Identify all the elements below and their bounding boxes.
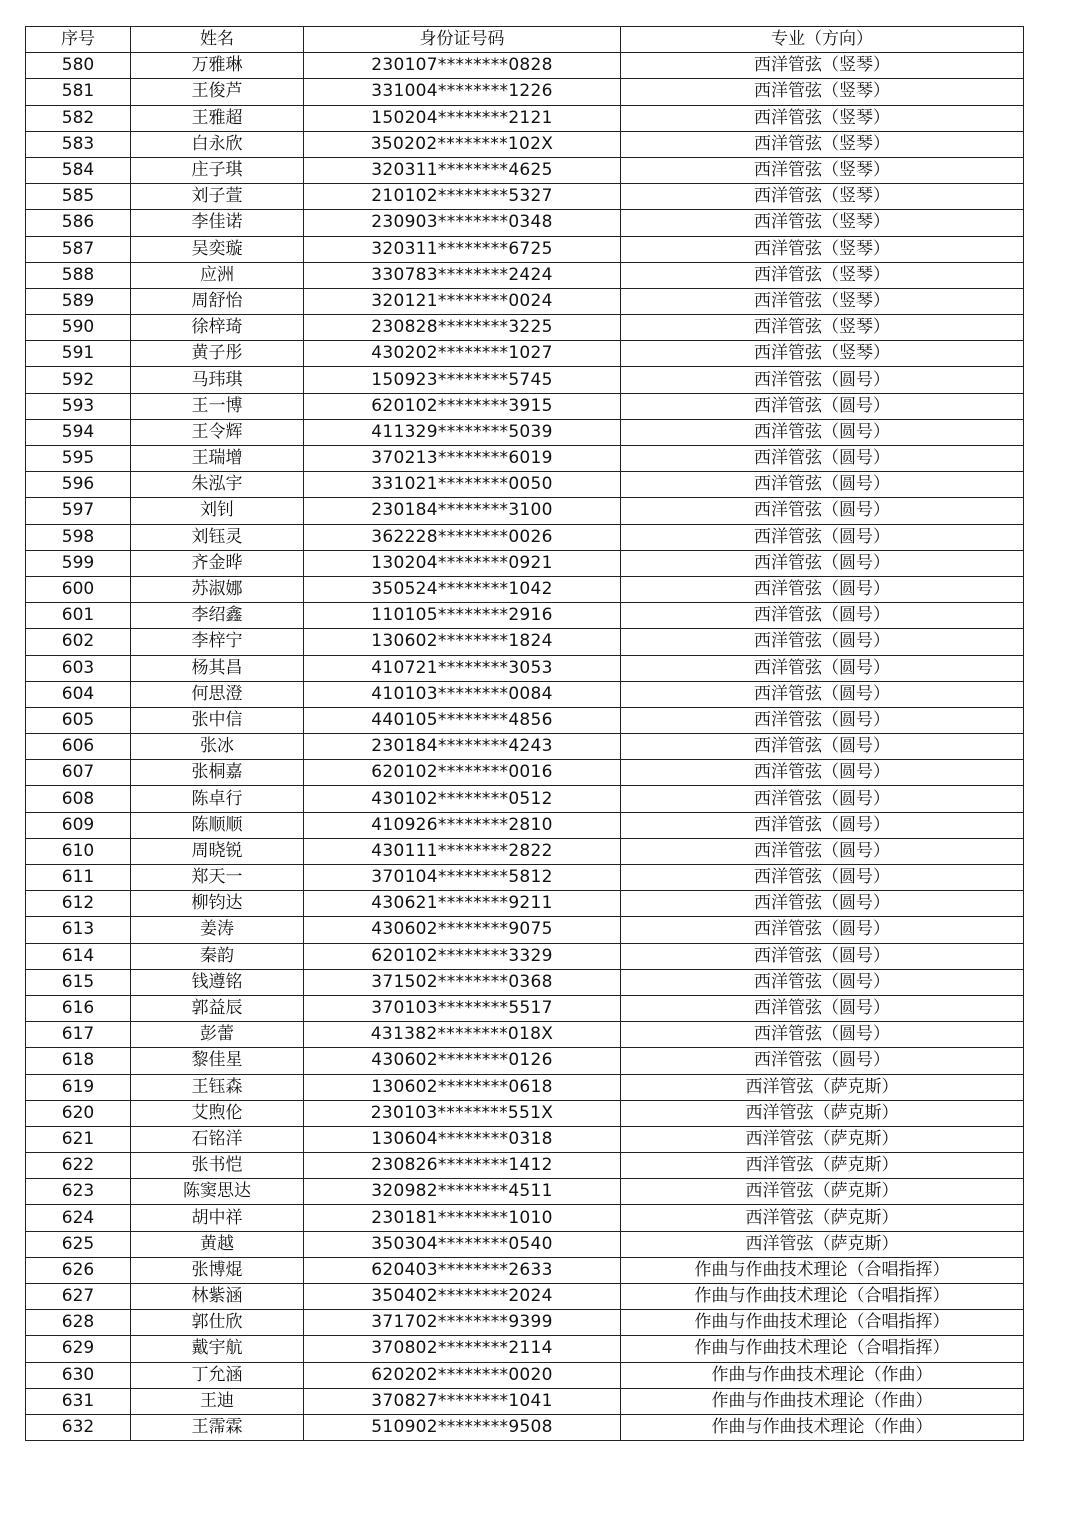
row-name: 张书恺 (131, 1153, 304, 1179)
row-name: 徐梓琦 (131, 315, 304, 341)
row-id-number: 510902********9508 (304, 1414, 621, 1440)
row-name: 庄子琪 (131, 157, 304, 183)
row-id-number: 130204********0921 (304, 550, 621, 576)
row-id-number: 350202********102X (304, 131, 621, 157)
table-row (26, 995, 1024, 1021)
row-no: 590 (26, 315, 131, 341)
row-name: 李佳诺 (131, 210, 304, 236)
row-major: 西洋管弦（圆号） (621, 446, 1024, 472)
row-id-number: 230181********1010 (304, 1205, 621, 1231)
row-no: 621 (26, 1126, 131, 1152)
table-row (26, 838, 1024, 864)
row-id-number: 110105********2916 (304, 603, 621, 629)
row-id-number: 410926********2810 (304, 812, 621, 838)
row-id-number: 620102********0016 (304, 760, 621, 786)
row-major: 西洋管弦（萨克斯） (621, 1126, 1024, 1152)
row-name: 彭蕾 (131, 1022, 304, 1048)
row-no: 618 (26, 1048, 131, 1074)
row-major: 西洋管弦（萨克斯） (621, 1100, 1024, 1126)
row-major: 西洋管弦（圆号） (621, 760, 1024, 786)
row-major: 西洋管弦（圆号） (621, 576, 1024, 602)
row-name: 何思澄 (131, 681, 304, 707)
row-no: 599 (26, 550, 131, 576)
table-row (26, 236, 1024, 262)
row-major: 西洋管弦（圆号） (621, 865, 1024, 891)
row-major: 西洋管弦（圆号） (621, 838, 1024, 864)
row-major: 西洋管弦（圆号） (621, 419, 1024, 445)
row-no: 598 (26, 524, 131, 550)
row-id-number: 362228********0026 (304, 524, 621, 550)
table-row (26, 262, 1024, 288)
admission-list-table (25, 26, 1024, 1441)
row-major: 西洋管弦（圆号） (621, 734, 1024, 760)
row-name: 王令辉 (131, 419, 304, 445)
row-name: 林紫涵 (131, 1284, 304, 1310)
row-name: 刘钊 (131, 498, 304, 524)
row-id-number: 430602********9075 (304, 917, 621, 943)
table-row (26, 341, 1024, 367)
table-row (26, 1153, 1024, 1179)
row-name: 陈卓行 (131, 786, 304, 812)
table-row (26, 1414, 1024, 1440)
table-row (26, 1310, 1024, 1336)
row-name: 王迪 (131, 1388, 304, 1414)
row-no: 594 (26, 419, 131, 445)
row-id-number: 230184********4243 (304, 734, 621, 760)
row-name: 王瑞增 (131, 446, 304, 472)
row-id-number: 210102********5327 (304, 184, 621, 210)
row-major: 西洋管弦（竖琴） (621, 341, 1024, 367)
table-row (26, 367, 1024, 393)
row-no: 584 (26, 157, 131, 183)
row-no: 591 (26, 341, 131, 367)
row-id-number: 331021********0050 (304, 472, 621, 498)
row-major: 西洋管弦（圆号） (621, 1048, 1024, 1074)
row-major: 作曲与作曲技术理论（合唱指挥） (621, 1257, 1024, 1283)
row-major: 西洋管弦（竖琴） (621, 315, 1024, 341)
row-no: 615 (26, 969, 131, 995)
row-major: 作曲与作曲技术理论（作曲） (621, 1388, 1024, 1414)
row-major: 西洋管弦（圆号） (621, 891, 1024, 917)
row-id-number: 430621********9211 (304, 891, 621, 917)
table-row (26, 79, 1024, 105)
table-row (26, 53, 1024, 79)
row-no: 605 (26, 707, 131, 733)
row-no: 582 (26, 105, 131, 131)
row-no: 610 (26, 838, 131, 864)
row-id-number: 430602********0126 (304, 1048, 621, 1074)
row-no: 632 (26, 1414, 131, 1440)
row-name: 李绍鑫 (131, 603, 304, 629)
row-id-number: 331004********1226 (304, 79, 621, 105)
table-row (26, 1100, 1024, 1126)
row-no: 595 (26, 446, 131, 472)
row-id-number: 431382********018X (304, 1022, 621, 1048)
row-no: 624 (26, 1205, 131, 1231)
row-name: 王钰森 (131, 1074, 304, 1100)
table-row (26, 576, 1024, 602)
row-no: 628 (26, 1310, 131, 1336)
table-row (26, 131, 1024, 157)
table-row (26, 1388, 1024, 1414)
row-major: 西洋管弦（竖琴） (621, 288, 1024, 314)
row-name: 王雅超 (131, 105, 304, 131)
row-id-number: 370827********1041 (304, 1388, 621, 1414)
row-major: 西洋管弦（圆号） (621, 655, 1024, 681)
row-id-number: 430102********0512 (304, 786, 621, 812)
table-row (26, 1126, 1024, 1152)
row-id-number: 330783********2424 (304, 262, 621, 288)
row-id-number: 430111********2822 (304, 838, 621, 864)
row-id-number: 620202********0020 (304, 1362, 621, 1388)
row-no: 614 (26, 943, 131, 969)
table-row (26, 603, 1024, 629)
table-row (26, 1284, 1024, 1310)
row-major: 作曲与作曲技术理论（作曲） (621, 1362, 1024, 1388)
row-id-number: 230107********0828 (304, 53, 621, 79)
table-row (26, 1205, 1024, 1231)
row-no: 608 (26, 786, 131, 812)
row-name: 钱遵铭 (131, 969, 304, 995)
row-id-number: 411329********5039 (304, 419, 621, 445)
table-row (26, 1231, 1024, 1257)
row-major: 西洋管弦（竖琴） (621, 184, 1024, 210)
row-major: 西洋管弦（圆号） (621, 943, 1024, 969)
row-no: 600 (26, 576, 131, 602)
header-id: 身份证号码 (304, 27, 621, 53)
row-major: 西洋管弦（圆号） (621, 1022, 1024, 1048)
row-major: 西洋管弦（萨克斯） (621, 1231, 1024, 1257)
row-id-number: 620102********3329 (304, 943, 621, 969)
table-row (26, 969, 1024, 995)
header-no: 序号 (26, 27, 131, 53)
row-id-number: 440105********4856 (304, 707, 621, 733)
row-major: 西洋管弦（圆号） (621, 995, 1024, 1021)
row-major: 西洋管弦（竖琴） (621, 105, 1024, 131)
row-name: 张博焜 (131, 1257, 304, 1283)
table-row (26, 105, 1024, 131)
row-name: 黄越 (131, 1231, 304, 1257)
table-row (26, 681, 1024, 707)
row-no: 581 (26, 79, 131, 105)
row-id-number: 620102********3915 (304, 393, 621, 419)
row-id-number: 320121********0024 (304, 288, 621, 314)
row-name: 应洲 (131, 262, 304, 288)
row-no: 589 (26, 288, 131, 314)
row-name: 王一博 (131, 393, 304, 419)
table-row (26, 1179, 1024, 1205)
row-id-number: 320311********6725 (304, 236, 621, 262)
row-name: 朱泓宇 (131, 472, 304, 498)
table-row (26, 157, 1024, 183)
row-no: 603 (26, 655, 131, 681)
row-name: 张冰 (131, 734, 304, 760)
table-row (26, 891, 1024, 917)
table-row (26, 550, 1024, 576)
row-name: 张桐嘉 (131, 760, 304, 786)
row-name: 张中信 (131, 707, 304, 733)
row-name: 周舒怡 (131, 288, 304, 314)
row-major: 西洋管弦（竖琴） (621, 157, 1024, 183)
table-row (26, 315, 1024, 341)
row-name: 丁允涵 (131, 1362, 304, 1388)
row-no: 627 (26, 1284, 131, 1310)
row-name: 王俊芦 (131, 79, 304, 105)
table-row (26, 184, 1024, 210)
row-major: 西洋管弦（萨克斯） (621, 1205, 1024, 1231)
row-id-number: 370104********5812 (304, 865, 621, 891)
row-no: 622 (26, 1153, 131, 1179)
row-major: 作曲与作曲技术理论（合唱指挥） (621, 1284, 1024, 1310)
row-no: 587 (26, 236, 131, 262)
row-no: 592 (26, 367, 131, 393)
row-major: 西洋管弦（竖琴） (621, 262, 1024, 288)
row-major: 西洋管弦（圆号） (621, 472, 1024, 498)
row-no: 607 (26, 760, 131, 786)
row-id-number: 130604********0318 (304, 1126, 621, 1152)
row-name: 吴奕璇 (131, 236, 304, 262)
row-no: 586 (26, 210, 131, 236)
table-row (26, 446, 1024, 472)
row-id-number: 350524********1042 (304, 576, 621, 602)
row-no: 629 (26, 1336, 131, 1362)
row-id-number: 150204********2121 (304, 105, 621, 131)
row-no: 612 (26, 891, 131, 917)
row-no: 609 (26, 812, 131, 838)
row-id-number: 350304********0540 (304, 1231, 621, 1257)
row-id-number: 350402********2024 (304, 1284, 621, 1310)
row-name: 齐金晔 (131, 550, 304, 576)
table-body (26, 53, 1024, 1441)
row-name: 郭益辰 (131, 995, 304, 1021)
row-name: 姜涛 (131, 917, 304, 943)
header-name: 姓名 (131, 27, 304, 53)
table-row (26, 288, 1024, 314)
row-name: 陈顺顺 (131, 812, 304, 838)
row-major: 西洋管弦（圆号） (621, 524, 1024, 550)
row-id-number: 230828********3225 (304, 315, 621, 341)
row-major: 作曲与作曲技术理论（合唱指挥） (621, 1336, 1024, 1362)
row-no: 588 (26, 262, 131, 288)
row-major: 西洋管弦（竖琴） (621, 236, 1024, 262)
row-no: 625 (26, 1231, 131, 1257)
row-id-number: 320982********4511 (304, 1179, 621, 1205)
row-major: 西洋管弦（萨克斯） (621, 1179, 1024, 1205)
row-name: 黄子彤 (131, 341, 304, 367)
table-row (26, 419, 1024, 445)
row-major: 西洋管弦（圆号） (621, 629, 1024, 655)
row-name: 柳钧达 (131, 891, 304, 917)
row-major: 西洋管弦（圆号） (621, 917, 1024, 943)
row-no: 585 (26, 184, 131, 210)
row-id-number: 430202********1027 (304, 341, 621, 367)
table-row (26, 210, 1024, 236)
row-major: 西洋管弦（圆号） (621, 367, 1024, 393)
row-id-number: 130602********0618 (304, 1074, 621, 1100)
table-row (26, 1022, 1024, 1048)
row-name: 胡中祥 (131, 1205, 304, 1231)
row-major: 西洋管弦（竖琴） (621, 131, 1024, 157)
row-name: 秦韵 (131, 943, 304, 969)
table-row (26, 1048, 1024, 1074)
row-major: 西洋管弦（圆号） (621, 603, 1024, 629)
row-major: 西洋管弦（圆号） (621, 786, 1024, 812)
table-row (26, 393, 1024, 419)
row-name: 郑天一 (131, 865, 304, 891)
row-id-number: 230184********3100 (304, 498, 621, 524)
row-id-number: 230903********0348 (304, 210, 621, 236)
row-name: 李梓宁 (131, 629, 304, 655)
row-no: 604 (26, 681, 131, 707)
row-id-number: 150923********5745 (304, 367, 621, 393)
table-row (26, 472, 1024, 498)
row-name: 白永欣 (131, 131, 304, 157)
row-name: 艾煦伦 (131, 1100, 304, 1126)
row-name: 王霈霖 (131, 1414, 304, 1440)
row-no: 613 (26, 917, 131, 943)
row-major: 作曲与作曲技术理论（作曲） (621, 1414, 1024, 1440)
row-name: 陈窦思达 (131, 1179, 304, 1205)
table-row (26, 917, 1024, 943)
table-row (26, 498, 1024, 524)
row-id-number: 320311********4625 (304, 157, 621, 183)
row-no: 631 (26, 1388, 131, 1414)
row-no: 593 (26, 393, 131, 419)
row-no: 606 (26, 734, 131, 760)
row-no: 583 (26, 131, 131, 157)
row-major: 西洋管弦（竖琴） (621, 79, 1024, 105)
row-no: 626 (26, 1257, 131, 1283)
row-major: 西洋管弦（竖琴） (621, 53, 1024, 79)
row-name: 马玮琪 (131, 367, 304, 393)
table-row (26, 1362, 1024, 1388)
row-major: 西洋管弦（圆号） (621, 393, 1024, 419)
table-row (26, 943, 1024, 969)
row-name: 万雅琳 (131, 53, 304, 79)
header-row (26, 27, 1024, 53)
row-major: 作曲与作曲技术理论（合唱指挥） (621, 1310, 1024, 1336)
row-name: 周晓锐 (131, 838, 304, 864)
row-id-number: 230103********551X (304, 1100, 621, 1126)
row-id-number: 371502********0368 (304, 969, 621, 995)
row-major: 西洋管弦（圆号） (621, 812, 1024, 838)
row-no: 596 (26, 472, 131, 498)
row-name: 戴宇航 (131, 1336, 304, 1362)
row-major: 西洋管弦（圆号） (621, 498, 1024, 524)
row-id-number: 410721********3053 (304, 655, 621, 681)
row-major: 西洋管弦（圆号） (621, 550, 1024, 576)
row-id-number: 230826********1412 (304, 1153, 621, 1179)
row-name: 刘钰灵 (131, 524, 304, 550)
header-major: 专业（方向） (621, 27, 1024, 53)
row-no: 601 (26, 603, 131, 629)
table-row (26, 1074, 1024, 1100)
table-row (26, 1257, 1024, 1283)
row-major: 西洋管弦（圆号） (621, 969, 1024, 995)
row-no: 617 (26, 1022, 131, 1048)
table-row (26, 865, 1024, 891)
table-row (26, 629, 1024, 655)
table-row (26, 760, 1024, 786)
row-id-number: 370802********2114 (304, 1336, 621, 1362)
row-no: 619 (26, 1074, 131, 1100)
row-id-number: 410103********0084 (304, 681, 621, 707)
row-no: 620 (26, 1100, 131, 1126)
table-row (26, 734, 1024, 760)
row-major: 西洋管弦（萨克斯） (621, 1153, 1024, 1179)
row-no: 630 (26, 1362, 131, 1388)
table-row (26, 812, 1024, 838)
row-id-number: 130602********1824 (304, 629, 621, 655)
table-row (26, 524, 1024, 550)
row-name: 黎佳星 (131, 1048, 304, 1074)
row-id-number: 620403********2633 (304, 1257, 621, 1283)
row-major: 西洋管弦（圆号） (621, 681, 1024, 707)
row-no: 616 (26, 995, 131, 1021)
row-name: 苏淑娜 (131, 576, 304, 602)
row-major: 西洋管弦（萨克斯） (621, 1074, 1024, 1100)
row-no: 602 (26, 629, 131, 655)
row-id-number: 370213********6019 (304, 446, 621, 472)
row-no: 623 (26, 1179, 131, 1205)
table-row (26, 655, 1024, 681)
row-no: 597 (26, 498, 131, 524)
row-no: 580 (26, 53, 131, 79)
row-id-number: 371702********9399 (304, 1310, 621, 1336)
table-row (26, 707, 1024, 733)
row-name: 石铭洋 (131, 1126, 304, 1152)
row-id-number: 370103********5517 (304, 995, 621, 1021)
row-name: 杨其昌 (131, 655, 304, 681)
row-major: 西洋管弦（圆号） (621, 707, 1024, 733)
row-name: 刘子萱 (131, 184, 304, 210)
row-no: 611 (26, 865, 131, 891)
row-major: 西洋管弦（竖琴） (621, 210, 1024, 236)
table-row (26, 1336, 1024, 1362)
row-name: 郭仕欣 (131, 1310, 304, 1336)
table-row (26, 786, 1024, 812)
